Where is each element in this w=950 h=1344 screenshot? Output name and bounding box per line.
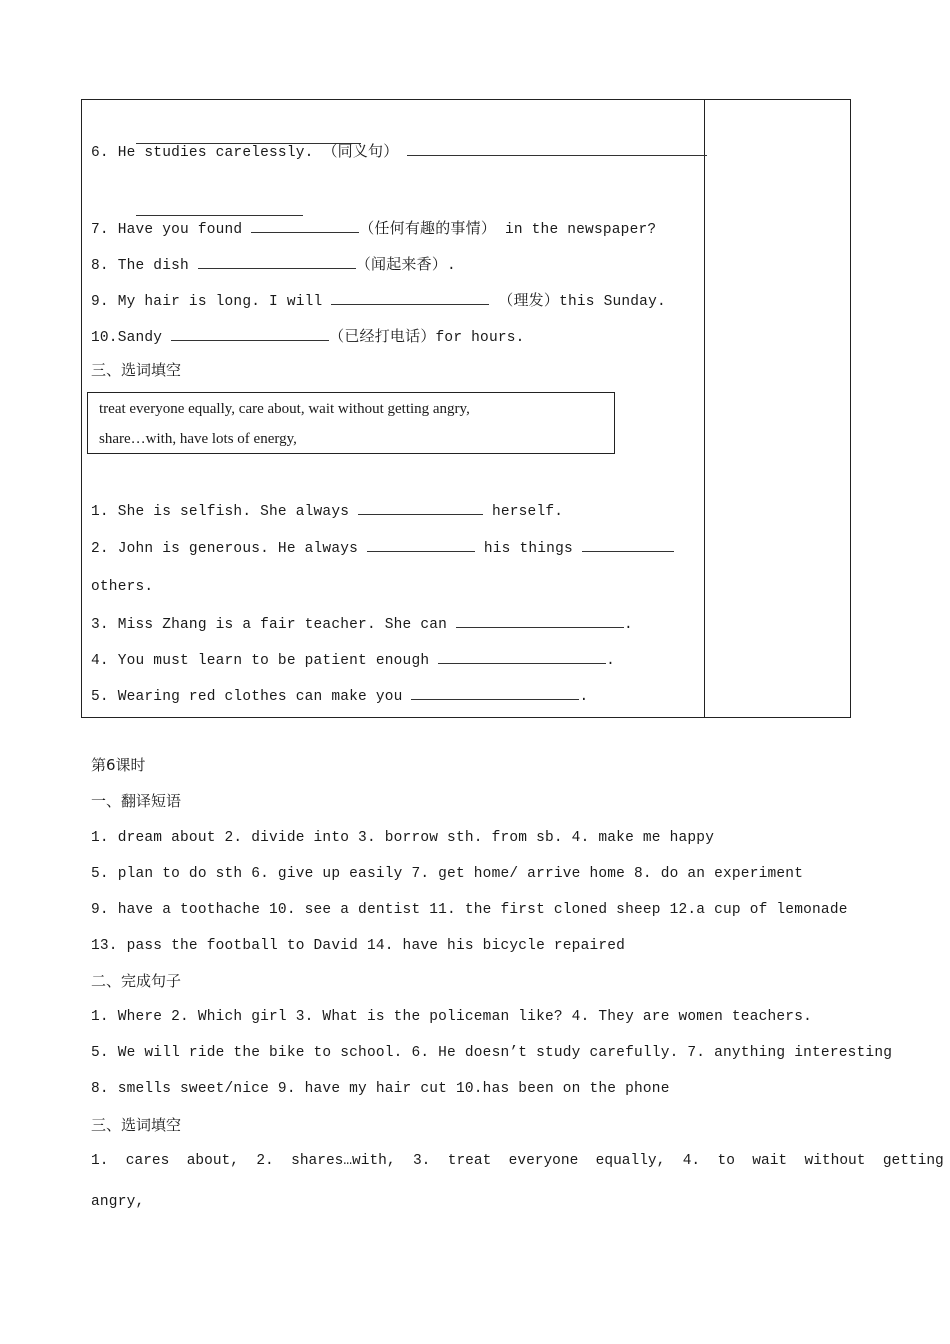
table-column-divider [704,99,705,718]
answer-blank[interactable] [331,289,489,305]
answer-blank[interactable] [171,325,329,341]
fill-question-1: 1. She is selfish. She always herself. [91,499,563,522]
question-9: 9. My hair is long. I will （理发）this Sunday. [91,291,666,310]
answer-blank[interactable] [358,499,483,515]
answer-blank[interactable] [198,253,356,269]
word-box-line-1: treat everyone equally, care about, wait without getting angry, [99,401,470,417]
answer-blank[interactable] [582,536,674,552]
fill-question-3: 3. Miss Zhang is a fair teacher. She can . [91,612,633,635]
word-box-line-2: share…with, have lots of energy, [99,431,297,447]
answers-section-3-line: angry, [91,1194,145,1210]
question-7: 7. Have you found （任何有趣的事情） in the newspaper? [91,219,657,238]
word-box [87,392,615,454]
answers-section-1-line: 13. pass the football to David 14. have his bicycle repaired [91,938,626,954]
answer-blank[interactable] [407,140,707,156]
answers-section-1-title: 一、翻译短语 [91,792,182,810]
answer-blank[interactable] [367,536,475,552]
question-10: 10.Sandy （已经打电话）for hours. [91,327,525,346]
answers-section-3-title: 三、选词填空 [91,1116,182,1134]
answer-blank[interactable] [411,684,579,700]
answers-section-2-title: 二、完成句子 [91,972,182,990]
answers-section-1-line: 5. plan to do sth 6. give up easily 7. get home/ arrive home 8. do an experiment [91,866,804,882]
answer-blank[interactable] [136,200,303,216]
fill-question-4: 4. You must learn to be patient enough . [91,648,615,671]
question-8: 8. The dish （闻起来香）. [91,255,456,274]
answer-blank[interactable] [251,217,359,233]
fill-question-5: 5. Wearing red clothes can make you . [91,684,588,707]
answers-section-1-line: 1. dream about 2. divide into 3. borrow sth. from sb. 4. make me happy [91,830,715,846]
answer-blank[interactable] [438,648,606,664]
fill-question-2: 2. John is generous. He always his things [91,536,674,559]
answers-section-2-line: 1. Where 2. Which girl 3. What is the policeman like? 4. They are women teachers. [91,1009,813,1025]
question-6: 6. He studies carelessly. （同义句） [91,140,707,163]
answer-blank[interactable] [456,612,624,628]
lesson-title: 第6课时 [91,756,146,774]
answers-section-1-line: 9. have a toothache 10. see a dentist 11. the first cloned sheep 12.a cup of lemonade [91,902,848,918]
section-3-heading: 三、选词填空 [91,361,182,379]
fill-question-2-cont: others. [91,579,154,595]
answers-section-2-line: 5. We will ride the bike to school. 6. He doesn’t study carefully. 7. anything interesting [91,1045,893,1061]
answers-section-3-line: 1. cares about, 2. shares…with, 3. treat everyone equally, 4. to wait without getting [91,1153,944,1169]
answers-section-2-line: 8. smells sweet/nice 9. have my hair cut 10.has been on the phone [91,1081,670,1097]
